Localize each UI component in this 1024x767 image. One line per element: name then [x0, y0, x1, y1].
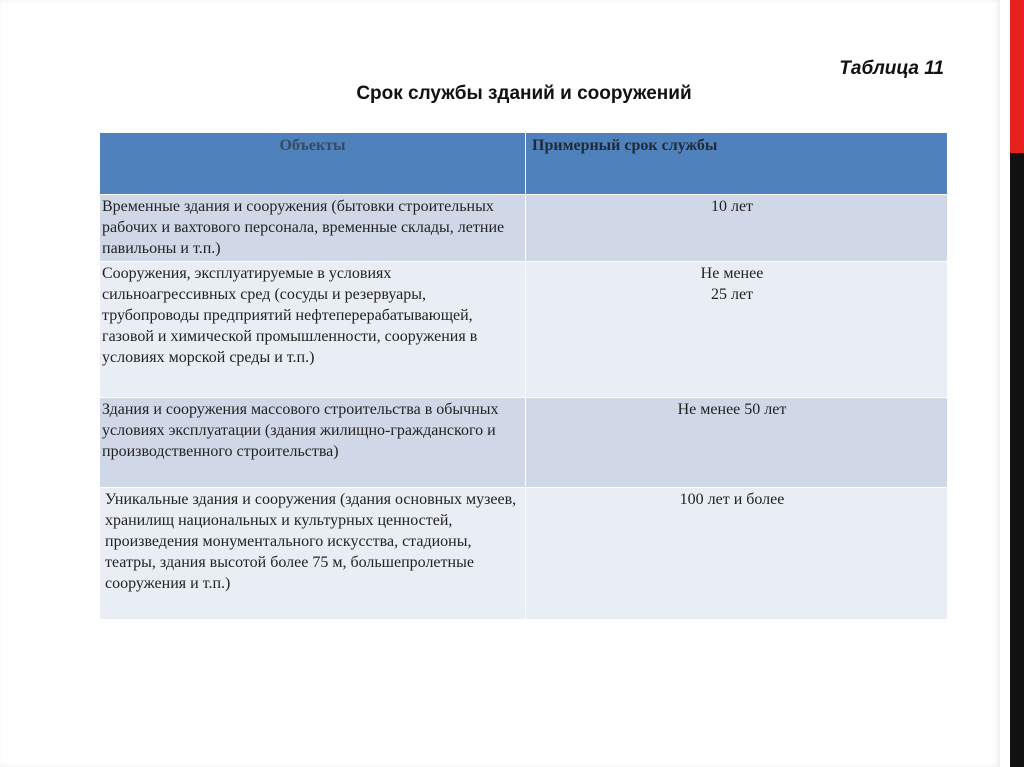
accent-bar-red: [1010, 0, 1024, 153]
cell-object: Сооружения, эксплуатируемые в условиях сильноагрессивных сред (сосуды и резервуары, трубопроводы предприятий нефтеперерабатывающей, газовой и химической промышленности, сооружения в условиях морской среды и т.п.): [100, 262, 526, 398]
table-row: [100, 262, 948, 398]
cell-service-life: [526, 488, 948, 620]
service-life-value: Не менее 50 лет: [677, 401, 787, 418]
service-life-value: 10 лет: [710, 198, 754, 215]
cell-object: Уникальные здания и сооружения (здания основных музеев, хранилищ национальных и культурных ценностей, произведения монументального искусства, стадионы, театры, здания высотой более 75 м, большепролетные сооружения и т.п.): [100, 488, 526, 620]
service-life-table: [99, 132, 948, 620]
cell-service-life: [526, 195, 948, 262]
table-row: [100, 488, 948, 620]
cell-object: Временные здания и сооружения (бытовки строительных рабочих и вахтового персонала, временные склады, летние павильоны и т.п.): [100, 195, 526, 262]
service-life-value: 25 лет: [710, 286, 754, 303]
service-life-value: 100 лет и более: [679, 491, 785, 508]
page-title: Срок службы зданий и сооружений: [356, 83, 692, 104]
table-row: [100, 195, 948, 262]
table-row: [100, 398, 948, 488]
table-header-row: [100, 133, 948, 195]
accent-bar-dark: [1010, 153, 1024, 767]
cell-service-life: [526, 398, 948, 488]
table-number: Таблица 11: [839, 58, 944, 79]
cell-service-life: [526, 262, 948, 398]
column-header-objects: Объекты: [100, 133, 526, 195]
column-header-service-life: Примерный срок службы: [526, 133, 948, 195]
service-life-value: Не менее: [700, 265, 764, 282]
cell-object: Здания и сооружения массового строительства в обычных условиях эксплуатации (здания жилищно-гражданского и производственного строительства): [100, 398, 526, 488]
